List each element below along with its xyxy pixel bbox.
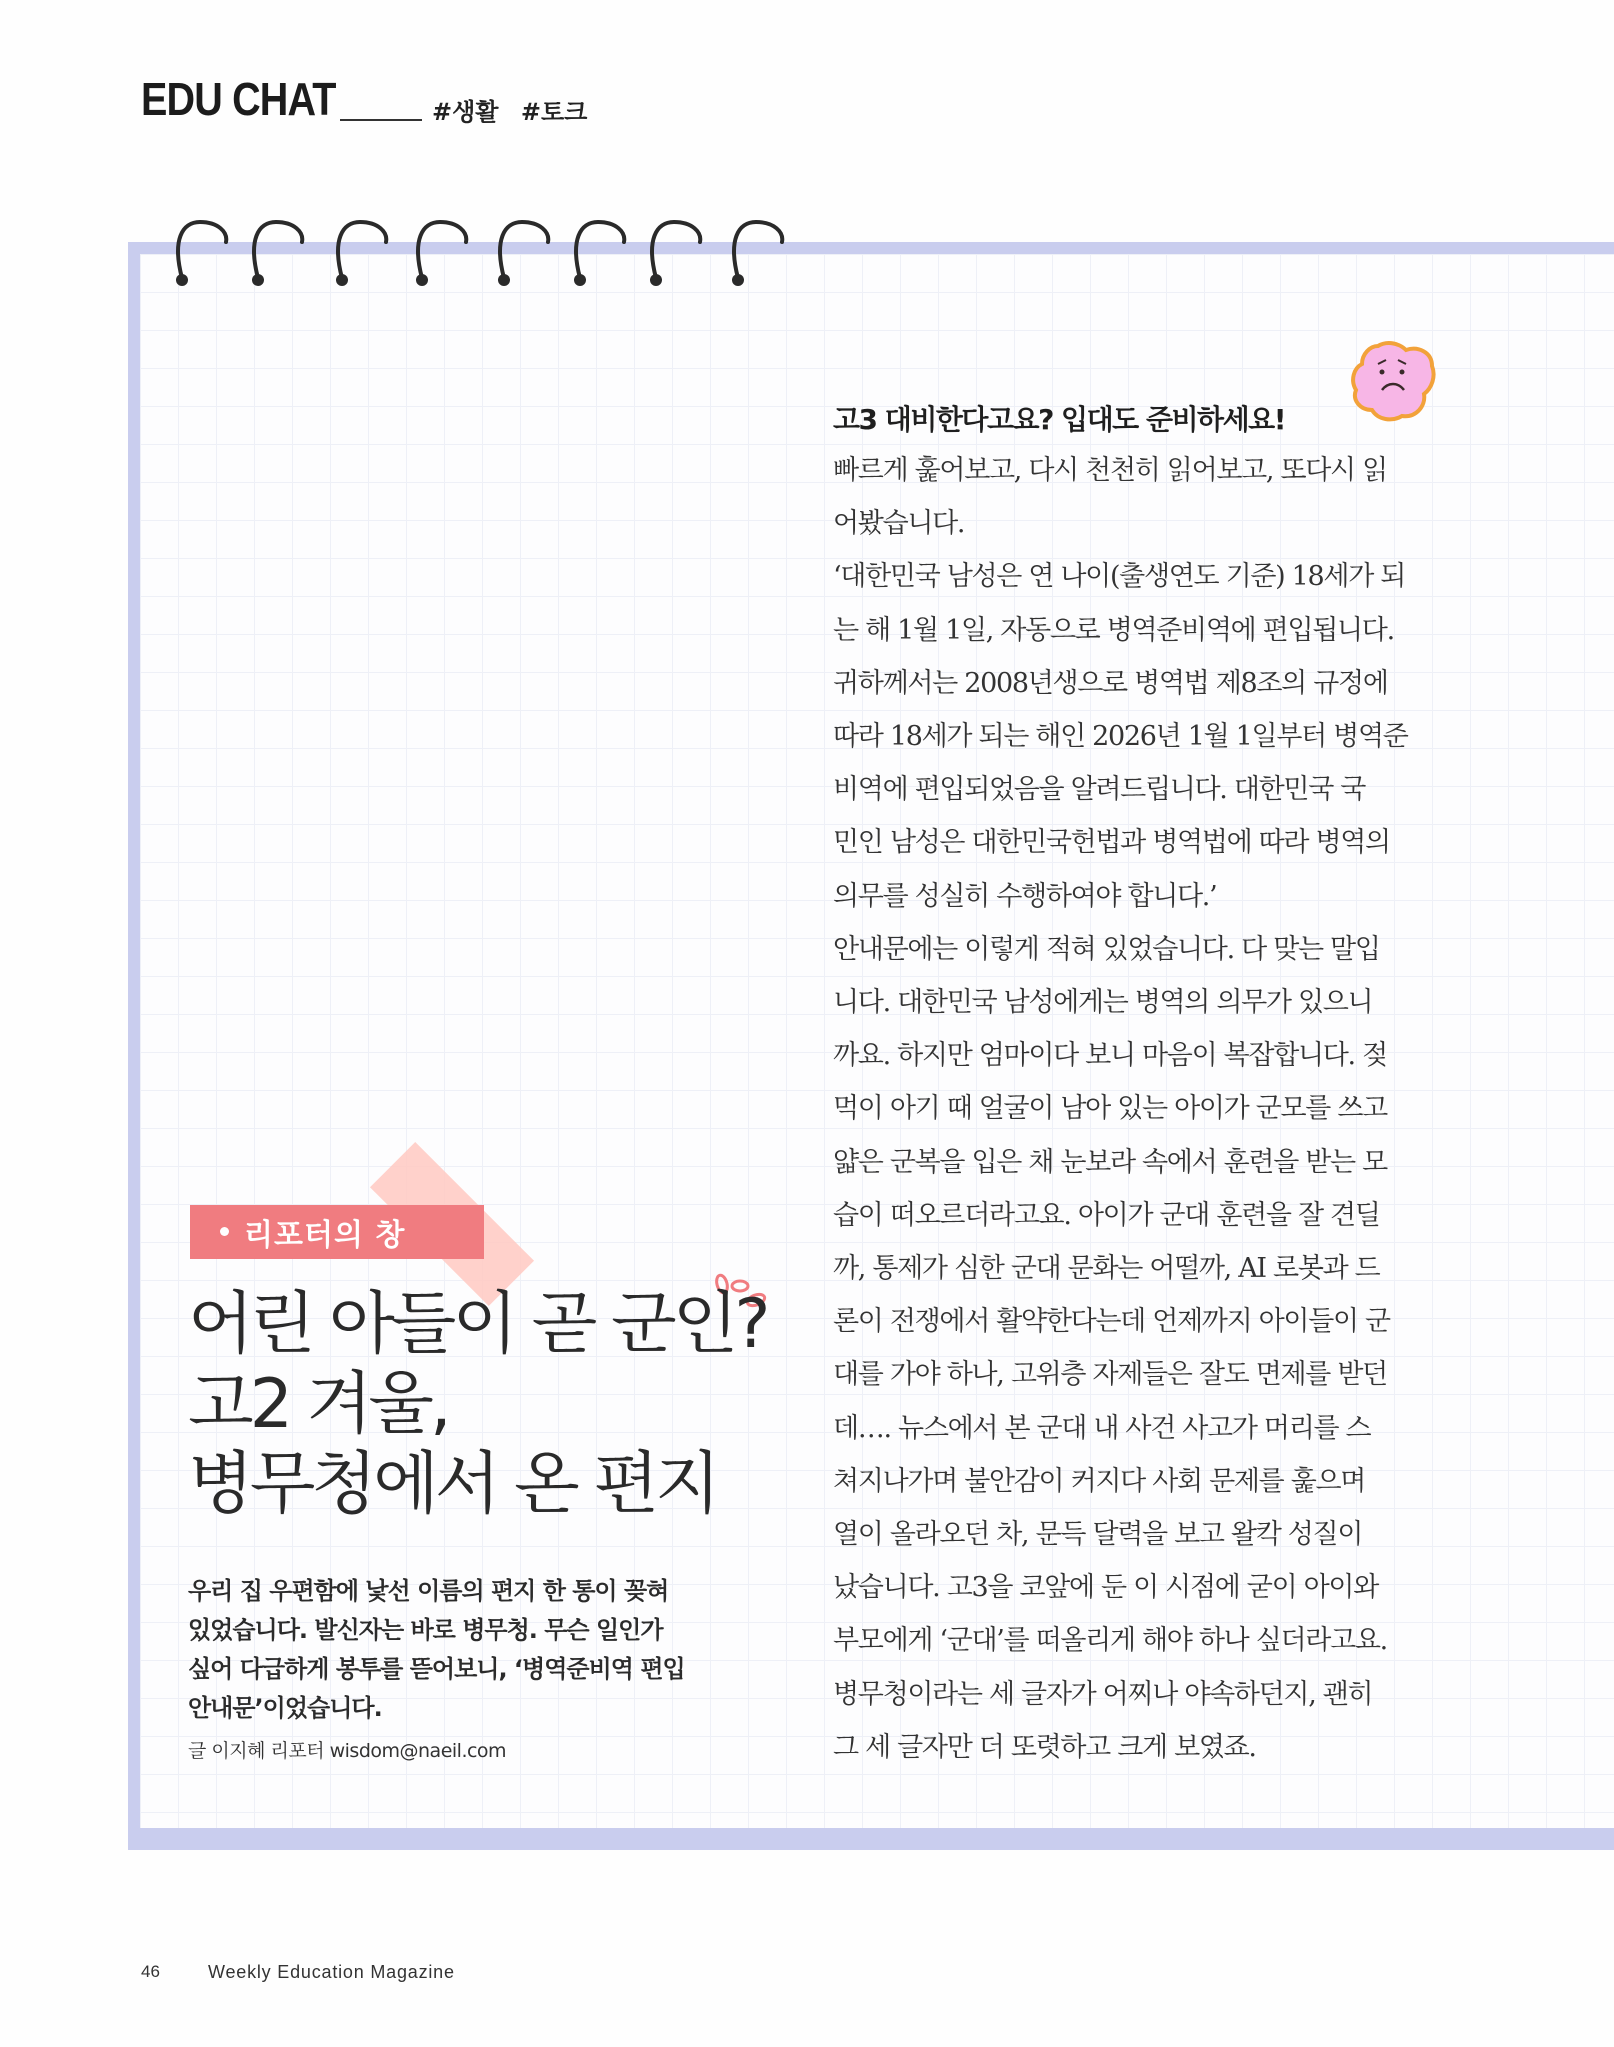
lead-line: 우리 집 우편함에 낯선 이름의 편지 한 통이 꽂혀	[188, 1577, 669, 1605]
body-line: 민인 남성은 대한민국헌법과 병역법에 따라 병역의	[833, 827, 1390, 859]
headline-line: 어린 아들이 곧 군인?	[188, 1285, 767, 1364]
body-line: 까요. 하지만 엄마이다 보니 마음이 복잡합니다. 젖	[833, 1040, 1387, 1072]
body-line: ‘대한민국 남성은 연 나이(출생연도 기준) 18세가 되	[833, 561, 1406, 593]
body-line: 귀하께서는 2008년생으로 병역법 제8조의 규정에	[833, 667, 1388, 699]
section-title: EDU CHAT	[141, 73, 336, 125]
body-text	[833, 444, 1433, 1774]
lead-line: 안내문’이었습니다.	[188, 1694, 382, 1722]
body-line: 부모에게 ‘군대’를 떠올리게 해야 하나 싶더라고요.	[833, 1625, 1387, 1657]
body-line: 그 세 글자만 더 또렷하고 크게 보였죠.	[833, 1731, 1256, 1763]
body-line: 쳐지나가며 불안감이 커지다 사회 문제를 훑으며	[833, 1465, 1366, 1497]
lead-line: 있었습니다. 발신자는 바로 병무청. 무슨 일인가	[188, 1616, 663, 1644]
tag: #토크	[520, 98, 588, 126]
body-line: 열이 올라오던 차, 문득 달력을 보고 왈칵 성질이	[833, 1519, 1363, 1551]
tag: #생활	[432, 98, 499, 126]
header-rule	[340, 119, 422, 121]
spiral-rings-icon	[160, 200, 800, 300]
page-number: 46	[141, 1962, 160, 1981]
body-line: 빠르게 훑어보고, 다시 천천히 읽어보고, 또다시 읽	[833, 455, 1387, 486]
headline	[188, 1285, 788, 1525]
worried-blob-icon	[1348, 338, 1438, 424]
body-line: 론이 전쟁에서 활약한다는데 언제까지 아이들이 군	[833, 1306, 1390, 1338]
body-line: 데…. 뉴스에서 본 군대 내 사건 사고가 머리를 스	[833, 1412, 1371, 1444]
magazine-name: Weekly Education Magazine	[208, 1962, 455, 1982]
body-line: 얇은 군복을 입은 채 눈보라 속에서 훈련을 받는 모	[833, 1146, 1387, 1178]
body-title: 고3 대비한다고요? 입대도 준비하세요!	[833, 403, 1285, 436]
byline: 글 이지혜 리포터 wisdom@naeil.com	[188, 1740, 507, 1762]
lead-paragraph	[188, 1572, 748, 1728]
body-line: 의무를 성실히 수행하여야 합니다.’	[833, 880, 1217, 912]
headline-line: 고2 겨울,	[188, 1365, 448, 1444]
body-line: 먹이 아기 때 얼굴이 남아 있는 아이가 군모를 쓰고	[833, 1093, 1387, 1125]
headline-line: 병무청에서 온 편지	[188, 1445, 717, 1524]
body-line: 습이 떠오르더라고요. 아이가 군대 훈련을 잘 견딜	[833, 1199, 1380, 1231]
category-label: 리포터의 창	[190, 1205, 484, 1259]
body-line: 대를 가야 하나, 고위층 자제들은 잘도 면제를 받던	[833, 1359, 1387, 1391]
body-line: 비역에 편입되었음을 알려드립니다. 대한민국 국	[833, 774, 1366, 806]
body-line: 났습니다. 고3을 코앞에 둔 이 시점에 굳이 아이와	[833, 1572, 1378, 1604]
body-line: 따라 18세가 되는 해인 2026년 1월 1일부터 병역준	[833, 721, 1408, 753]
body-line: 는 해 1월 1일, 자동으로 병역준비역에 편입됩니다.	[833, 614, 1394, 646]
body-line: 니다. 대한민국 남성에게는 병역의 의무가 있으니	[833, 987, 1373, 1019]
header-tags	[432, 92, 601, 127]
body-line: 병무청이라는 세 글자가 어찌나 야속하던지, 괜히	[833, 1678, 1373, 1710]
lead-line: 싶어 다급하게 봉투를 뜯어보니, ‘병역준비역 편입	[188, 1655, 685, 1683]
body-line: 안내문에는 이렇게 적혀 있었습니다. 다 맞는 말입	[833, 933, 1380, 965]
body-line: 어봤습니다.	[833, 508, 965, 540]
body-line: 까, 통제가 심한 군대 문화는 어떨까, AI 로봇과 드	[833, 1253, 1380, 1285]
